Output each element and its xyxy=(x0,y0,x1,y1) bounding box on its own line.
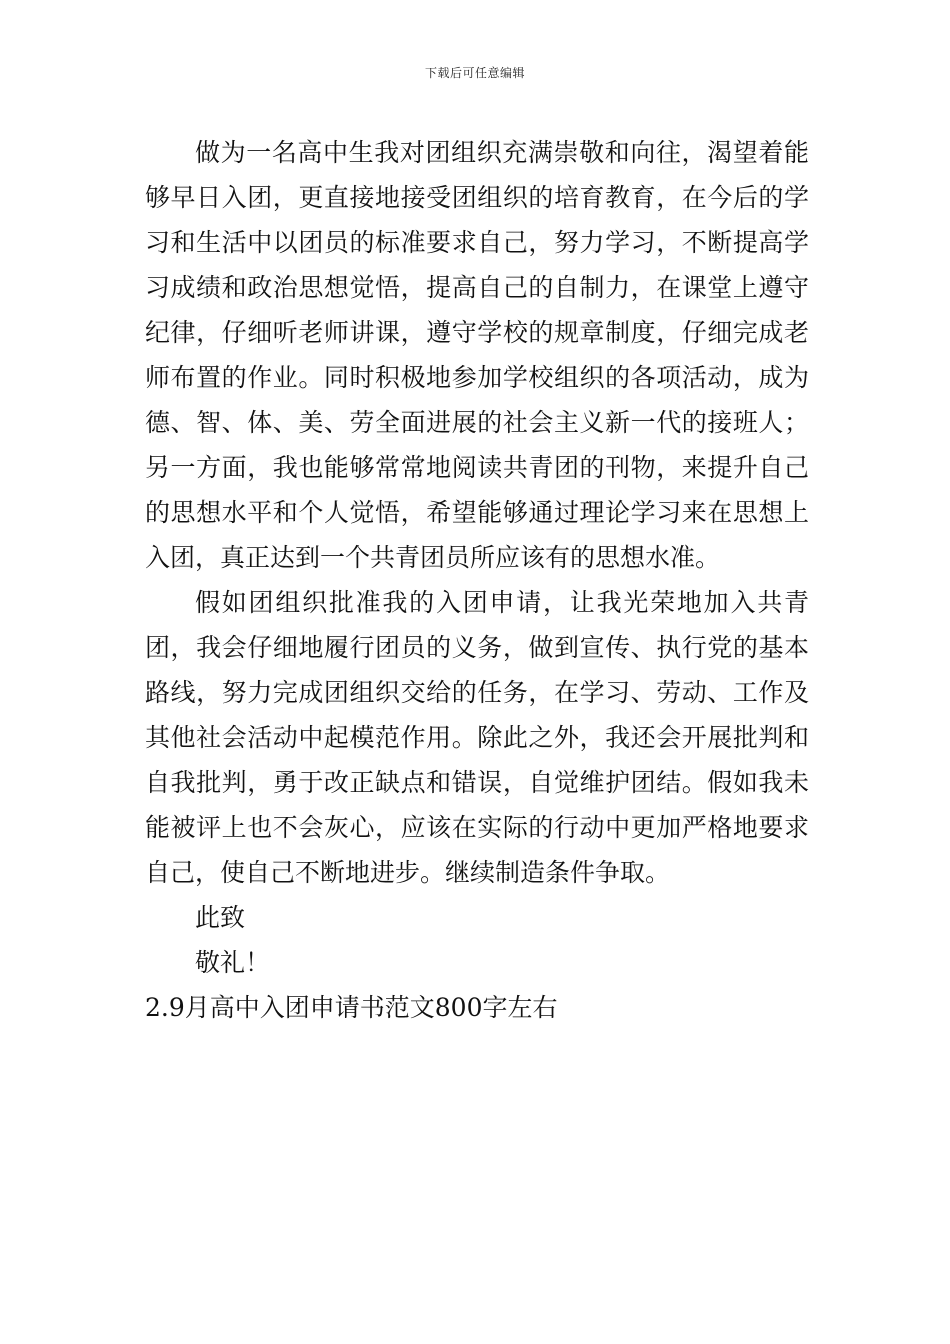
section-heading: 2.9月高中入团申请书范文800字左右 xyxy=(145,993,558,1022)
page-header: 下载后可任意编辑 xyxy=(424,66,525,80)
closing-salutation: 此致 xyxy=(195,903,246,932)
body-paragraph-2: 假如团组织批准我的入团申请，让我光荣地加入共青团，我会仔细地履行团员的义务，做到宣传、执行党的基本路线，努力完成团组织交给的任务，在学习、劳动、工作及其他社会活动中起模范作用。除此之外，我还会开展批判和自我批判，勇于改正缺点和错误，自觉维护团结。假如我未能被评上也不会灰心，应该在实际的行动中更加严格地要求自己，使自己不断地进步。继续制造条件争取。 xyxy=(145,588,809,887)
closing-regards: 敬礼！ xyxy=(195,948,271,977)
document-body xyxy=(145,130,809,1030)
body-paragraph-1: 做为一名高中生我对团组织充满崇敬和向往，渴望着能够早日入团，更直接地接受团组织的培育教育，在今后的学习和生活中以团员的标准要求自己，努力学习，不断提高学习成绩和政治思想觉悟，提高自己的自制力，在课堂上遵守纪律，仔细听老师讲课，遵守学校的规章制度，仔细完成老师布置的作业。同时积极地参加学校组织的各项活动，成为德、智、体、美、劳全面进展的社会主义新一代的接班人；另一方面，我也能够常常地阅读共青团的刊物，来提升自己的思想水平和个人觉悟，希望能够通过理论学习来在思想上入团，真正达到一个共青团员所应该有的思想水准。 xyxy=(145,138,809,572)
